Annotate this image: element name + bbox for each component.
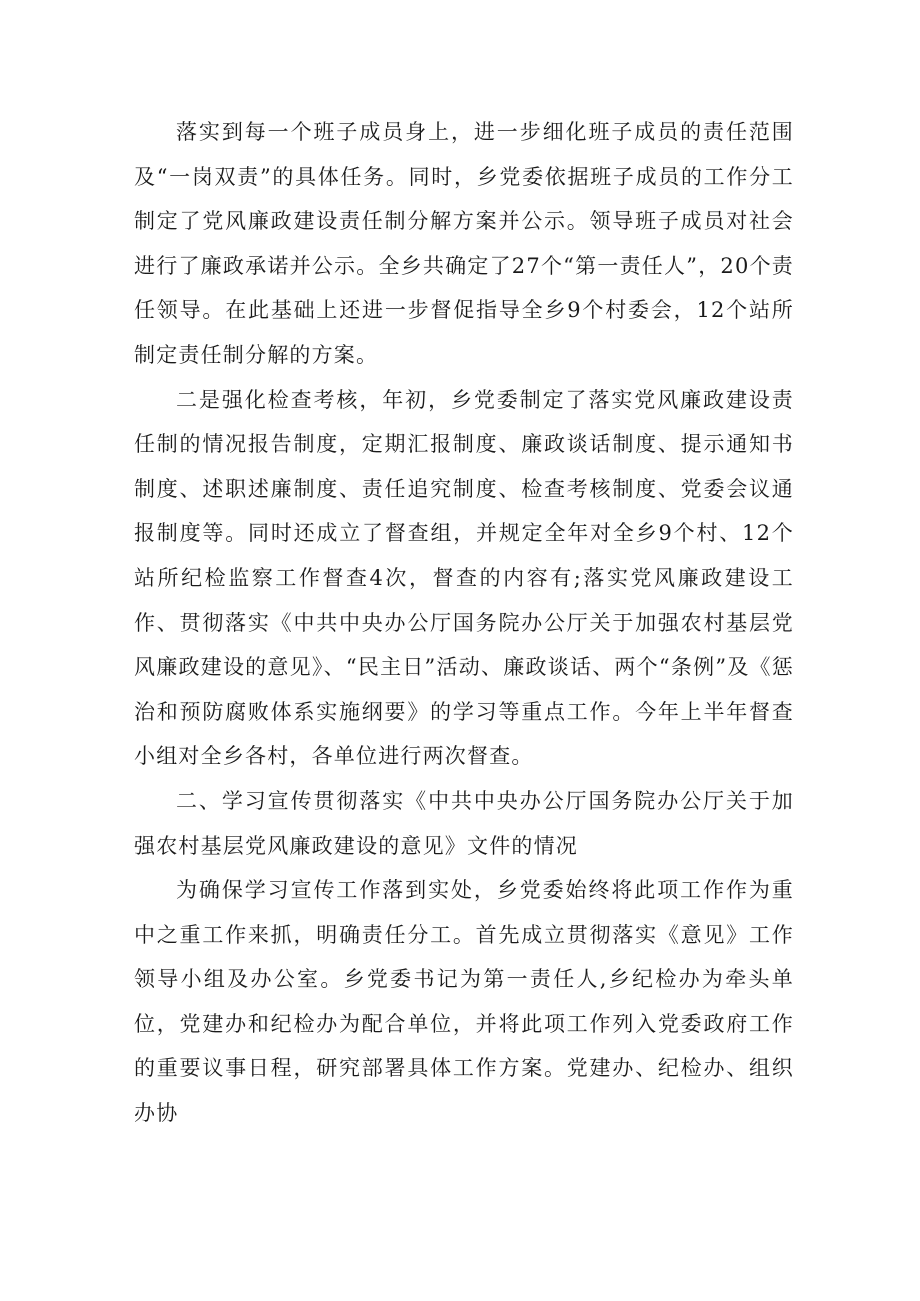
paragraph-inspection-assessment: 二是强化检查考核，年初，乡党委制定了落实党风廉政建设责任制的情况报告制度，定期汇报制度、廉政谈话制度、提示通知书制度、述职述廉制度、责任追究制度、检查考核制度、党委会议通报制度等。同时还成立了督查组，并规定全年对全乡9个村、12个站所纪检监察工作督查4次，督查的内容有;落实党风廉政建设工作、贯彻落实《中共中央办公厅国务院办公厅关于加强农村基层党风廉政建设的意见》、“民主日”活动、廉政谈话、两个“条例”及《惩治和预防腐败体系实施纲要》的学习等重点工作。今年上半年督查小组对全乡各村，各单位进行两次督查。 <box>134 387 794 769</box>
paragraph-study-publicity-work: 为确保学习宣传工作落到实处，乡党委始终将此项工作作为重中之重工作来抓，明确责任分工。首先成立贯彻落实《意见》工作领导小组及办公室。乡党委书记为第一责任人,乡纪检办为牵头单位，党建办和纪检办为配合单位，并将此项工作列入党委政府工作的重要议事日程，研究部署具体工作方案。党建办、纪检办、组织办协 <box>134 878 794 1126</box>
paragraph-responsibility-breakdown: 落实到每一个班子成员身上，进一步细化班子成员的责任范围及“一岗双责”的具体任务。同时，乡党委依据班子成员的工作分工制定了党风廉政建设责任制分解方案并公示。领导班子成员对社会进行了廉政承诺并公示。全乡共确定了27个“第一责任人”，20个责任领导。在此基础上还进一步督促指导全乡9个村委会，12个站所制定责任制分解的方案。 <box>134 120 795 367</box>
section-heading-study-publicity: 二、学习宣传贯彻落实《中共中央办公厅国务院办公厅关于加强农村基层党风廉政建设的意见》文件的情况 <box>134 788 794 858</box>
document-body <box>134 110 794 1136</box>
